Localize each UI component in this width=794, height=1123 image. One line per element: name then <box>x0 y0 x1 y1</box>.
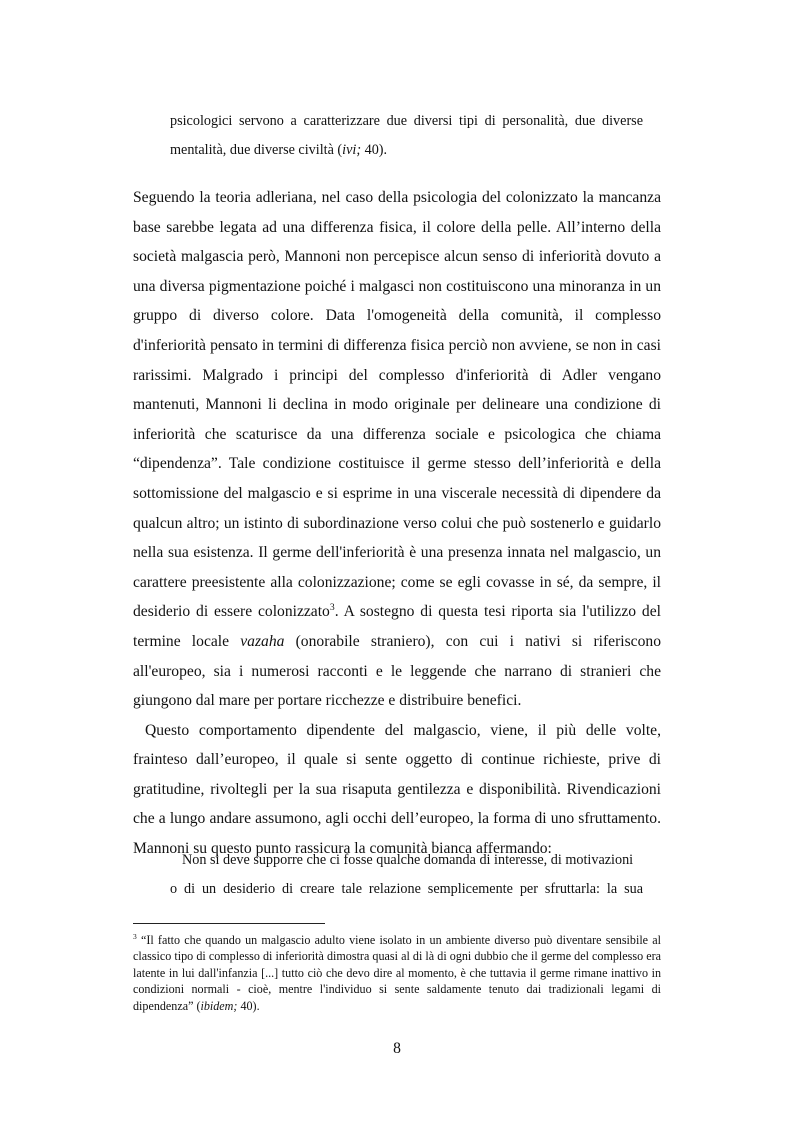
block-quote-top <box>170 107 643 165</box>
paragraph-1-text-b: . A sostegno di questa tesi riporta sia l'utilizzo del termine locale <box>133 603 661 650</box>
paragraph-1 <box>133 183 661 716</box>
paragraph-1-term: vazaha <box>240 632 285 650</box>
paragraph-1-text-c: (onorabile straniero), con cui i nativi si riferiscono all'europeo, sia i numerosi racconti e le leggende che narrano di stranieri che giungono dal mare per portare ricchezze e distribuire benefici. <box>133 632 661 710</box>
page-number: 8 <box>393 1040 401 1057</box>
footnote-text <box>133 932 661 1014</box>
footnote-separator <box>133 923 325 924</box>
quote-top-line-2-pre: mentalità, due diverse civiltà ( <box>170 142 343 158</box>
paragraph-1-text-a: Seguendo la teoria adleriana, nel caso della psicologia del colonizzato la mancanza base sarebbe legata ad una differenza fisica, il colore della pelle. All’interno della società malgascia però, Mannoni non percepisce alcun senso di inferiorità dovuto a una diversa pigmentazione poiché i malgasci non costituiscono una minoranza in un gruppo di diverso colore. Data l'omogeneità della comunità, il complesso d'inferiorità pensato in termini di differenza fisica perciò non avviene, se non in casi rarissimi. Malgrado i principi del complesso d'inferiorità di Adler vengano mantenuti, Mannoni li declina in modo originale per delineare una condizione di inferiorità che scaturisce da una differenza sociale e psicologica che chiama “dipendenza”. Tale condizione costituisce il germe stesso dell’inferiorità e della sottomissione del malgascio e si esprime in una viscerale necessità di dipendere da qualcun altro; un istinto di subordinazione verso colui che può sostenerlo e guidarlo nella sua esistenza. Il germe dell'inferiorità è una presenza innata nel malgascio, un carattere preesistente alla colonizzazione; come se egli covasse in sé, da sempre, il desiderio di essere colonizzato <box>133 189 661 621</box>
footnote-number: 3 <box>133 931 137 941</box>
paragraph-2: Questo comportamento dipendente del malgascio, viene, il più delle volte, frainteso dall’europeo, il quale si sente oggetto di continue richieste, prive di gratitudine, rivoltegli per la sua risaputa gentilezza e disponibilità. Rivendicazioni che a lungo andare assumono, agli occhi dell’europeo, la forma di uno sfruttamento. Mannoni su questo punto rassicura la comunità bianca affermando: <box>133 721 661 858</box>
quote-bottom-line-2: o di un desiderio di creare tale relazione semplicemente per sfruttarla: la sua <box>170 881 643 897</box>
quote-top-line-2-post: 40). <box>361 142 388 158</box>
footnote-reference[interactable]: 3 <box>329 602 335 614</box>
main-text <box>133 183 661 864</box>
quote-top-citation: ivi; <box>342 142 362 158</box>
footnote-text-a: “Il fatto che quando un malgascio adulto viene isolato in un ambiente diverso può diventare sensibile al classico tipo di complesso di inferiorità dimostra quasi al di là di ogni dubbio che il germe del complesso era latente in lui dall'infanzia [...] tutto ciò che devo dire al momento, è che tuttavia il germe rimane inattivo in condizioni normali - cioè, mentre l'individuo si sente saldamente tenuto dai tradizionali legami di dipendenza” ( <box>133 933 661 1013</box>
block-quote-bottom <box>170 846 643 904</box>
footnote-text-b: 40). <box>237 998 260 1013</box>
footnote <box>133 932 661 1014</box>
quote-top-line-2 <box>170 136 643 165</box>
quote-bottom-line-1: Non si deve supporre che ci fosse qualche domanda di interesse, di motivazioni <box>182 852 634 868</box>
footnote-citation: ibidem; <box>200 998 238 1013</box>
quote-top-line-1: psicologici servono a caratterizzare due diversi tipi di personalità, due diverse <box>170 113 643 129</box>
